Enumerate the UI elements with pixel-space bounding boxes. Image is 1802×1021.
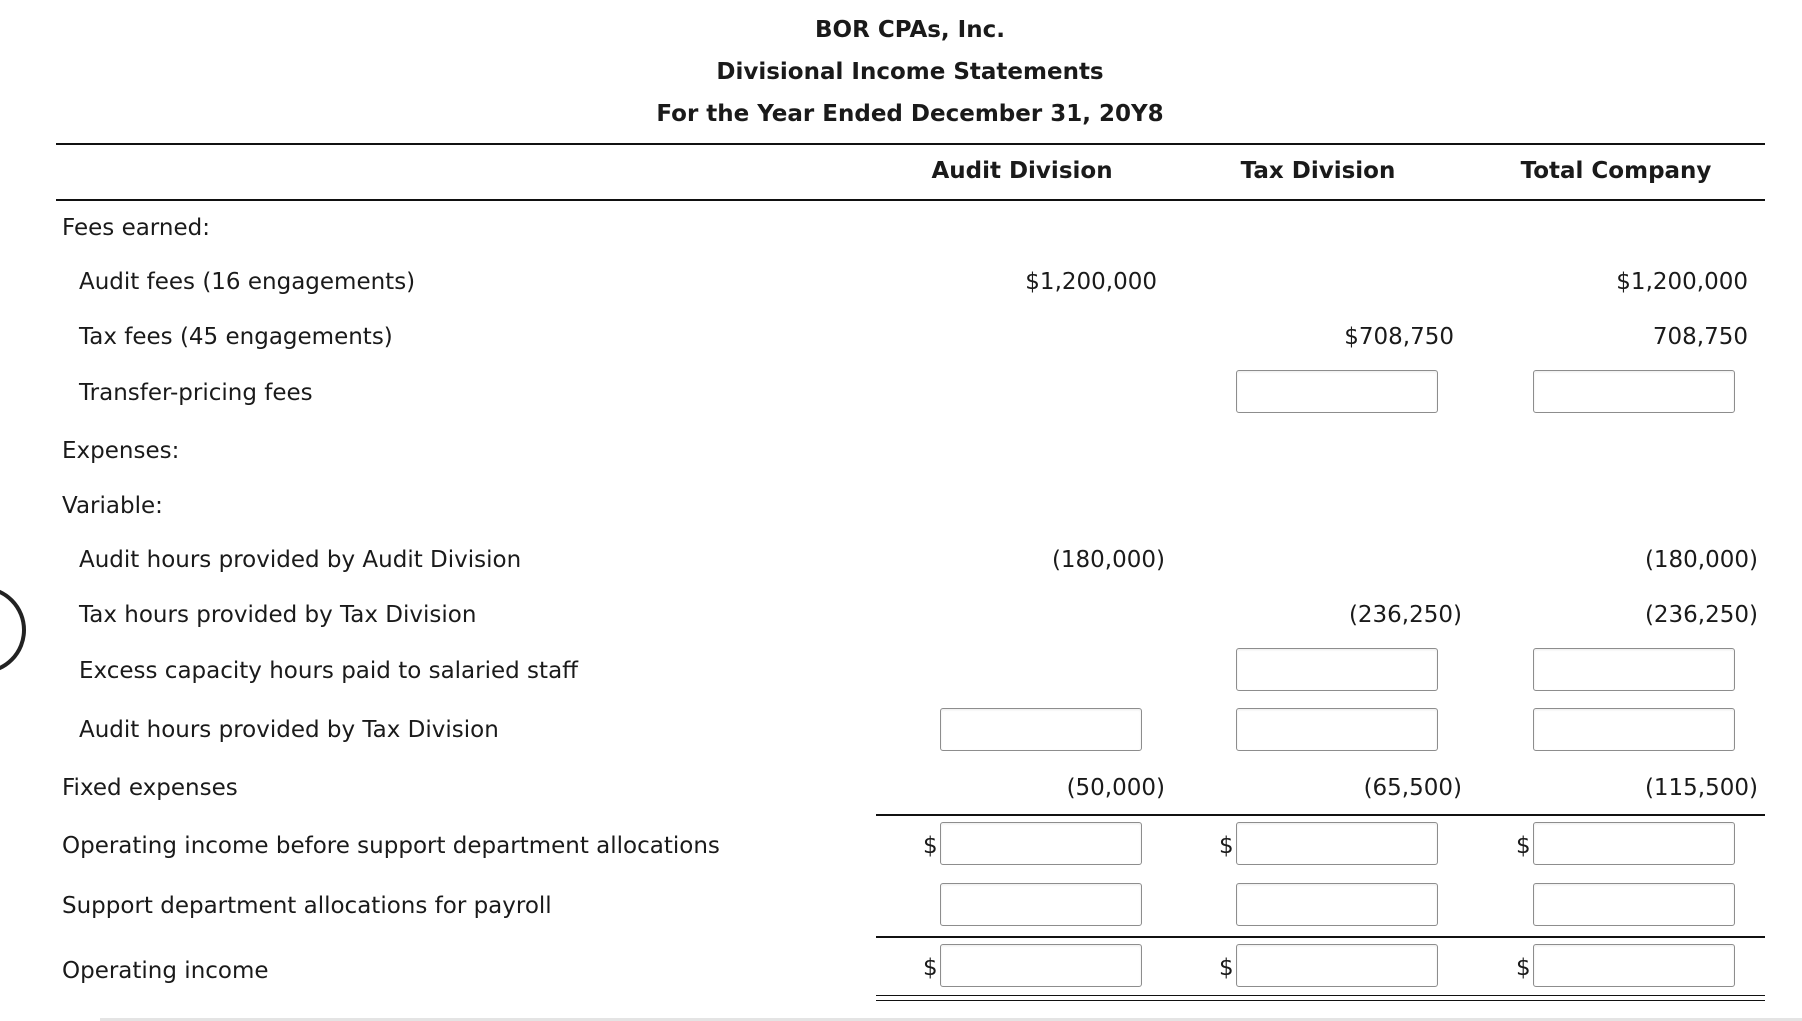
subtotal-rule [876, 814, 1765, 816]
op-income-tax-dollar: $ [1219, 955, 1234, 981]
op-before-total-dollar: $ [1516, 833, 1531, 859]
col-header-tax: Tax Division [1240, 158, 1396, 184]
row-label-audit-hours-audit: Audit hours provided by Audit Division [79, 547, 522, 573]
header-top-rule [56, 143, 1765, 145]
excess-capacity-tax-input[interactable] [1236, 648, 1438, 691]
op-before-total-input[interactable] [1533, 822, 1735, 865]
tax-fees-tax-value: $708,750 [1344, 324, 1454, 350]
op-income-total-dollar: $ [1516, 955, 1531, 981]
row-label-expenses: Expenses: [62, 438, 180, 464]
excess-capacity-total-input[interactable] [1533, 648, 1735, 691]
row-label-tax-fees: Tax fees (45 engagements) [79, 324, 393, 350]
row-label-op-income: Operating income [62, 958, 269, 984]
total-rule [876, 936, 1765, 938]
audit-hours-audit-audit-value: (180,000) [1051, 547, 1165, 573]
row-label-fixed-expenses: Fixed expenses [62, 775, 238, 801]
transfer-pricing-tax-input[interactable] [1236, 370, 1438, 413]
row-label-op-income-before: Operating income before support department allocations [62, 833, 720, 859]
audit-hours-audit-total-value: (180,000) [1644, 547, 1758, 573]
col-header-audit: Audit Division [931, 158, 1113, 184]
audit-hours-tax-tax-input[interactable] [1236, 708, 1438, 751]
op-before-audit-input[interactable] [940, 822, 1142, 865]
row-label-variable: Variable: [62, 493, 163, 519]
op-before-audit-dollar: $ [923, 833, 938, 859]
statement-period: For the Year Ended December 31, 20Y8 [656, 101, 1164, 127]
audit-hours-tax-audit-input[interactable] [940, 708, 1142, 751]
row-label-fees-earned: Fees earned: [62, 215, 210, 241]
tax-fees-total-value: 708,750 [1652, 324, 1748, 350]
support-alloc-total-input[interactable] [1533, 883, 1735, 926]
row-label-audit-hours-tax: Audit hours provided by Tax Division [79, 717, 499, 743]
col-header-total: Total Company [1520, 158, 1712, 184]
row-label-tax-hours-tax: Tax hours provided by Tax Division [79, 602, 477, 628]
row-label-support-alloc: Support department allocations for payroll [62, 893, 552, 919]
company-name: BOR CPAs, Inc. [815, 17, 1005, 43]
header-bottom-rule [56, 199, 1765, 201]
double-rule-bottom [876, 1000, 1765, 1001]
fixed-expenses-total-value: (115,500) [1644, 775, 1758, 801]
fixed-expenses-tax-value: (65,500) [1363, 775, 1462, 801]
op-income-total-input[interactable] [1533, 944, 1735, 987]
fixed-expenses-audit-value: (50,000) [1066, 775, 1165, 801]
tax-hours-tax-total-value: (236,250) [1644, 602, 1758, 628]
op-income-audit-input[interactable] [940, 944, 1142, 987]
scroll-circle-handle[interactable] [0, 586, 26, 674]
row-label-transfer-pricing: Transfer-pricing fees [79, 380, 313, 406]
audit-hours-tax-total-input[interactable] [1533, 708, 1735, 751]
op-before-tax-input[interactable] [1236, 822, 1438, 865]
audit-fees-audit-value: $1,200,000 [1025, 269, 1157, 295]
tax-hours-tax-tax-value: (236,250) [1348, 602, 1462, 628]
support-alloc-audit-input[interactable] [940, 883, 1142, 926]
row-label-excess-capacity: Excess capacity hours paid to salaried staff [79, 658, 579, 684]
transfer-pricing-total-input[interactable] [1533, 370, 1735, 413]
row-label-audit-fees: Audit fees (16 engagements) [79, 269, 416, 295]
support-alloc-tax-input[interactable] [1236, 883, 1438, 926]
double-rule-top [876, 995, 1765, 996]
op-before-tax-dollar: $ [1219, 833, 1234, 859]
audit-fees-total-value: $1,200,000 [1616, 269, 1748, 295]
op-income-audit-dollar: $ [923, 955, 938, 981]
op-income-tax-input[interactable] [1236, 944, 1438, 987]
statement-title: Divisional Income Statements [716, 59, 1104, 85]
